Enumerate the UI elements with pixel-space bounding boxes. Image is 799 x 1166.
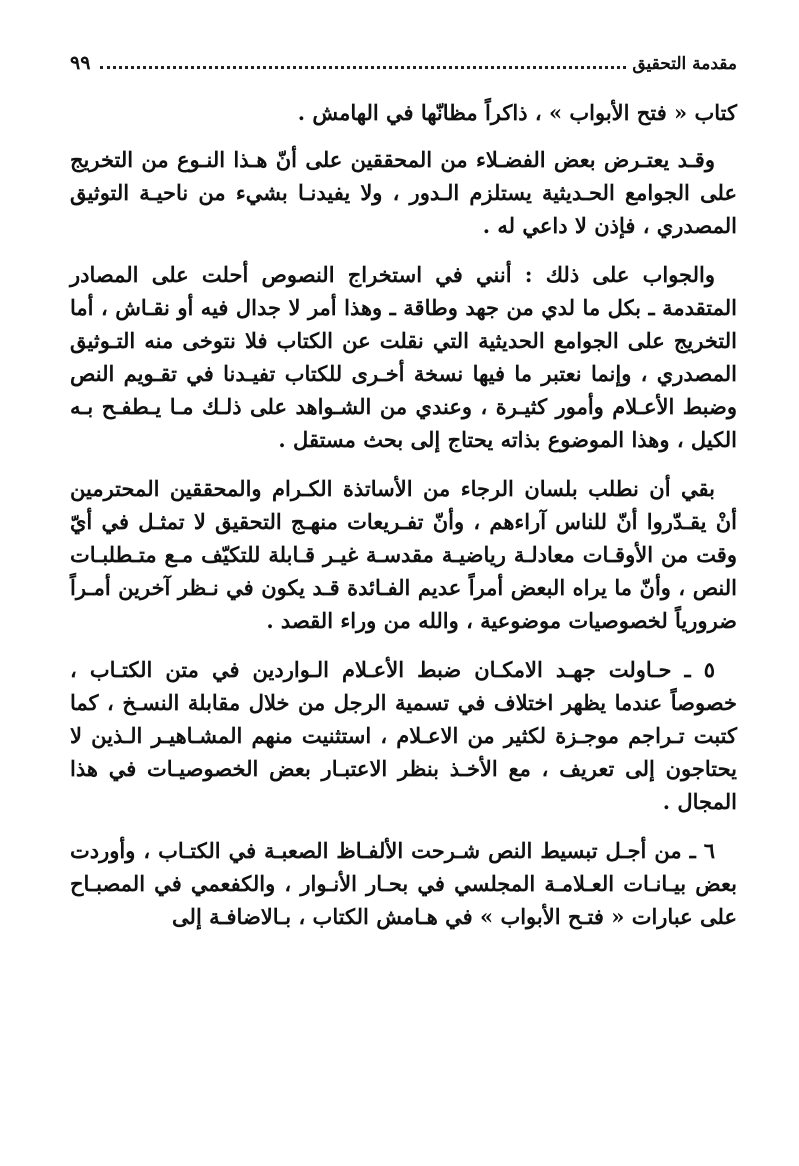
paragraph-request: بقي أن نطلب بلسان الرجاء من الأساتذة الكـرام والمحققين المحترمين أنْ يقـدّروا أنّ للناس آراءهم ، وأنّ تفـريعات منهـج التحقيق لا تمثـل في أيّ وقت من الأوقـات معادلـة رياضيـة مقدسـة غيـر قـابلة للتكيّف مـع متـطلبـات النص ، وأنّ ما يراه البعض أمراً عديم الفـائدة قـد يكون في نـظر آخرين أمـراً ضرورياً لخصوصيات موضوعية ، والله من وراء القصد . <box>70 476 737 633</box>
page-number: ٩٩ <box>70 52 91 74</box>
paragraph-objection: وقـد يعتـرض بعض الفضـلاء من المحققين على أنّ هـذا النـوع من التخريج على الجوامع الحـديثية يستلزم الـدور ، ولا يفيدنـا بشيء من ناحيـة التوثيق المصدري ، فإذن لا داعي له . <box>70 147 737 238</box>
running-header <box>70 52 737 86</box>
paragraph-item-5: ٥ ـ حـاولت جهـد الامكـان ضبط الأعـلام الـواردين في متن الكتـاب ، خصوصاً عندما يظهر اختلاف في تسمية الرجل من خلال مقابلة النسـخ ، كما كتبت تـراجم موجـزة لكثير من الاعـلام ، استثنيت منهم المشـاهيـر الـذين لا يحتاجون إلى تعريف ، مع الأخـذ بنظر الاعتبـار بعض الخصوصيـات في هذا المجال . <box>70 657 737 814</box>
paragraph-answer: والجواب على ذلك : أنني في استخراج النصوص أحلت على المصادر المتقدمة ـ بكل ما لدي من جهد وطاقة ـ وهذا أمر لا جدال فيه أو نقـاش ، أما التخريج على الجوامع الحديثية التي نقلت عن الكتاب فلا نتوخى منه التـوثيق المصدري ، وإنما نعتبر ما فيها نسخة أخـرى للكتاب تفيـدنا في تقـويم النص وضبط الأعـلام وأمور كثيـرة ، وعندي من الشـواهد على ذلـك مـا يـطفـح بـه الكيل ، وهذا الموضوع بذاته يحتاج إلى بحث مستقل . <box>70 262 737 452</box>
paragraph-item-6: ٦ ـ من أجـل تبسيط النص شـرحت الألفـاظ الصعبـة في الكتـاب ، وأوردت بعض بيـانـات العـلامـة المجلسي في بحـار الأنـوار ، والكفعمي في المصبـاح على عبارات « فتـح الأبواب » في هـامش الكتاب ، بـالاضافـة إلى <box>70 838 737 929</box>
document-page <box>70 52 737 949</box>
dotted-leader <box>100 65 626 69</box>
paragraph-continuation: كتاب « فتح الأبواب » ، ذاكراً مظانّها في الهامش . <box>297 100 737 125</box>
body-text <box>70 96 737 933</box>
running-head-title: مقدمة التحقيق <box>632 54 737 74</box>
